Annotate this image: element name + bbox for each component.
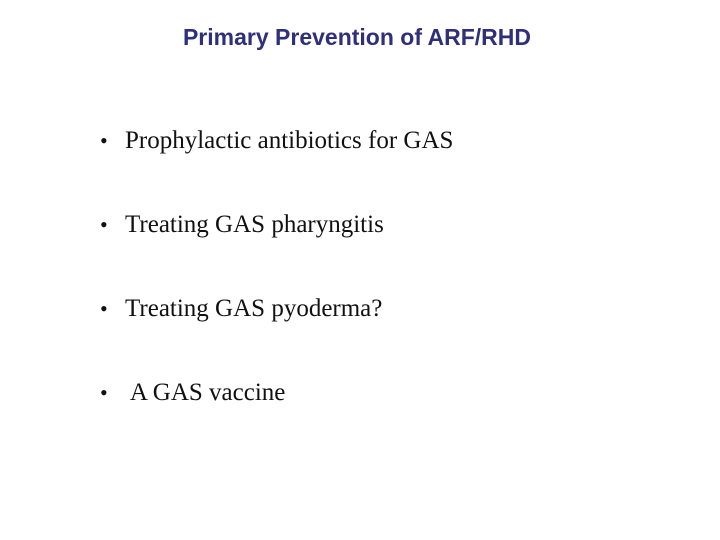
bullet-item	[100, 204, 453, 288]
bullet-marker: •	[100, 128, 108, 153]
bullet-item	[100, 288, 453, 372]
slide-title: Primary Prevention of ARF/RHD	[182, 24, 532, 50]
bullet-text: Prophylactic antibiotics for GAS	[125, 127, 454, 154]
bullet-text: A GAS vaccine	[125, 379, 286, 406]
bullet-item	[100, 120, 453, 204]
bullet-list	[100, 120, 453, 456]
bullet-item	[100, 372, 453, 456]
bullet-text: Treating GAS pyoderma?	[125, 295, 383, 322]
bullet-text: Treating GAS pharyngitis	[125, 211, 384, 238]
bullet-marker: •	[100, 380, 108, 405]
bullet-marker: •	[100, 212, 108, 237]
bullet-marker: •	[100, 296, 108, 321]
